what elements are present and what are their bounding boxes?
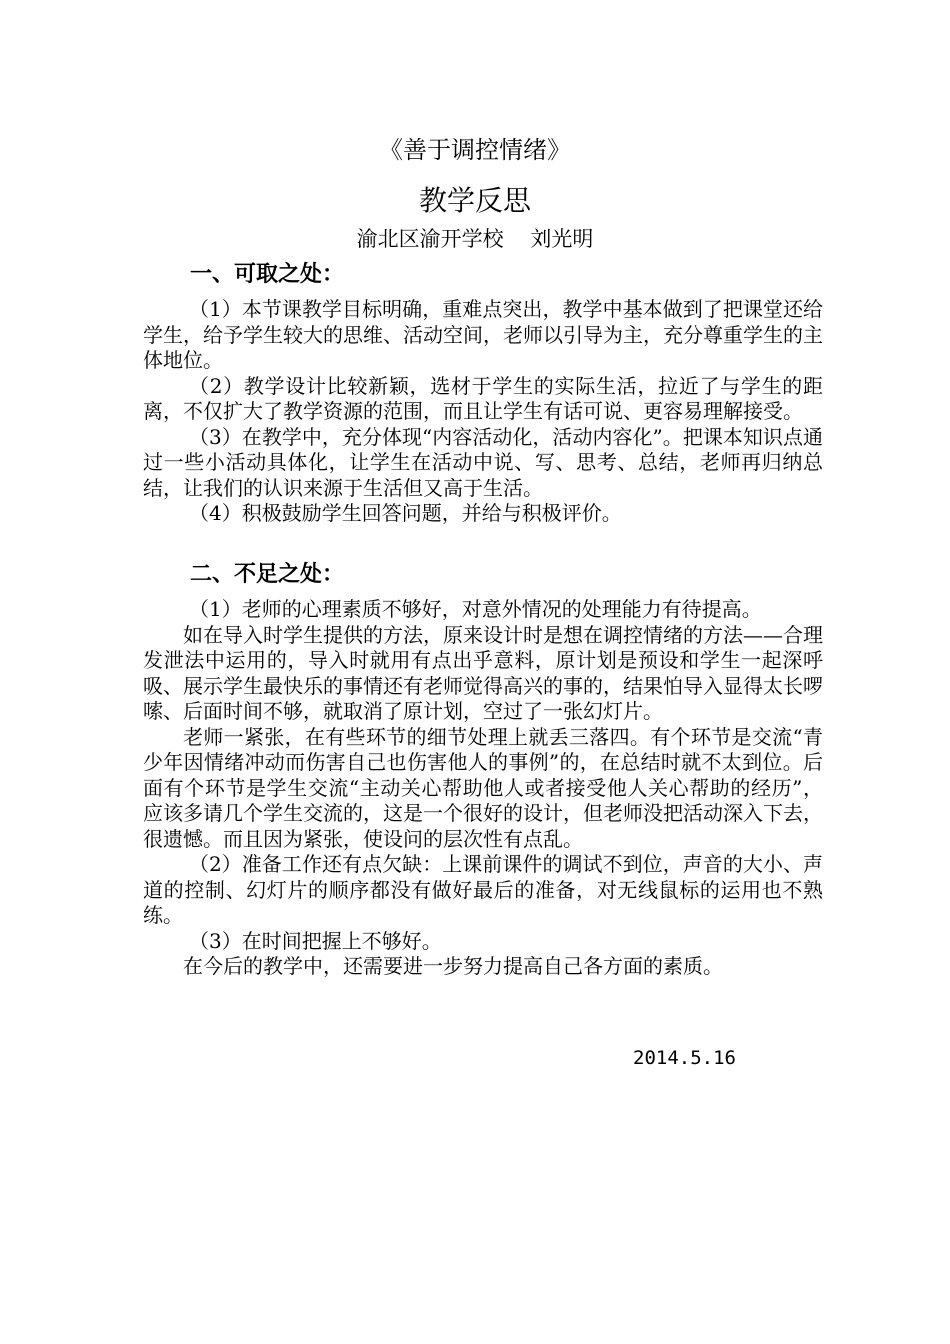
section-body-strengths — [143, 297, 823, 527]
paragraph: （3）在教学中，充分体现“内容活动化，活动内容化”。把课本知识点通过一些小活动具体化，让学生在活动中说、写、思考、总结，老师再归纳总结，让我们的认识来源于生活但又高于生活。 — [143, 424, 823, 500]
paragraph: （3）在时间把握上不够好。 — [189, 928, 442, 953]
section-heading-strengths: 一、可取之处： — [190, 262, 345, 287]
paragraph: （2）准备工作还有点欠缺：上课前课件的调试不到位，声音的大小、声道的控制、幻灯片的顺序都没有做好最后的准备，对无线鼠标的运用也不熟练。 — [143, 852, 823, 927]
document-subtitle: 教学反思 — [418, 184, 531, 217]
document-date: 2014.5.16 — [633, 1047, 736, 1069]
section-body-weaknesses — [143, 597, 823, 980]
author-line: 渝北区渝开学校 刘光明 — [356, 227, 594, 251]
paragraph: （4）积极鼓励学生回答问题，并给与积极评价。 — [189, 501, 622, 525]
paragraph: （2）教学设计比较新颖，选材于学生的实际生活，拉近了与学生的距离，不仅扩大了教学资源的范围，而且让学生有话可说、更容易理解接受。 — [143, 373, 823, 423]
document-title: 《善于调控情绪》 — [379, 136, 571, 164]
paragraph: （1）本节课教学目标明确，重难点突出，教学中基本做到了把课堂还给学生，给予学生较大的思维、活动空间，老师以引导为主，充分尊重学生的主体地位。 — [143, 297, 823, 372]
paragraph: 如在导入时学生提供的方法，原来设计时是想在调控情绪的方法——合理发泄法中运用的，导入时就用有点出乎意料，原计划是预设和学生一起深呼吸、展示学生最快乐的事情还有老师觉得高兴的事的，结果怕导入显得太长啰嗦、后面时间不够，就取消了原计划，空过了一张幻灯片。 — [143, 622, 823, 723]
paragraph: 老师一紧张，在有些环节的细节处理上就丢三落四。有个环节是交流“青少年因情绪冲动而伤害自己也伤害他人的事例”的，在总结时就不太到位。后面有个环节是学生交流“主动关心帮助他人或者接受他人关心帮助的经历”，应该多请几个学生交流的，这是一个很好的设计，但老师没把活动深入下去，很遗憾。而且因为紧张，使设问的层次性有点乱。 — [143, 724, 823, 851]
paragraph: （1）老师的心理素质不够好，对意外情况的处理能力有待提高。 — [189, 597, 762, 621]
paragraph: 在今后的教学中，还需要进一步努力提高自己各方面的素质。 — [183, 954, 723, 978]
section-heading-weaknesses: 二、不足之处： — [190, 562, 345, 587]
